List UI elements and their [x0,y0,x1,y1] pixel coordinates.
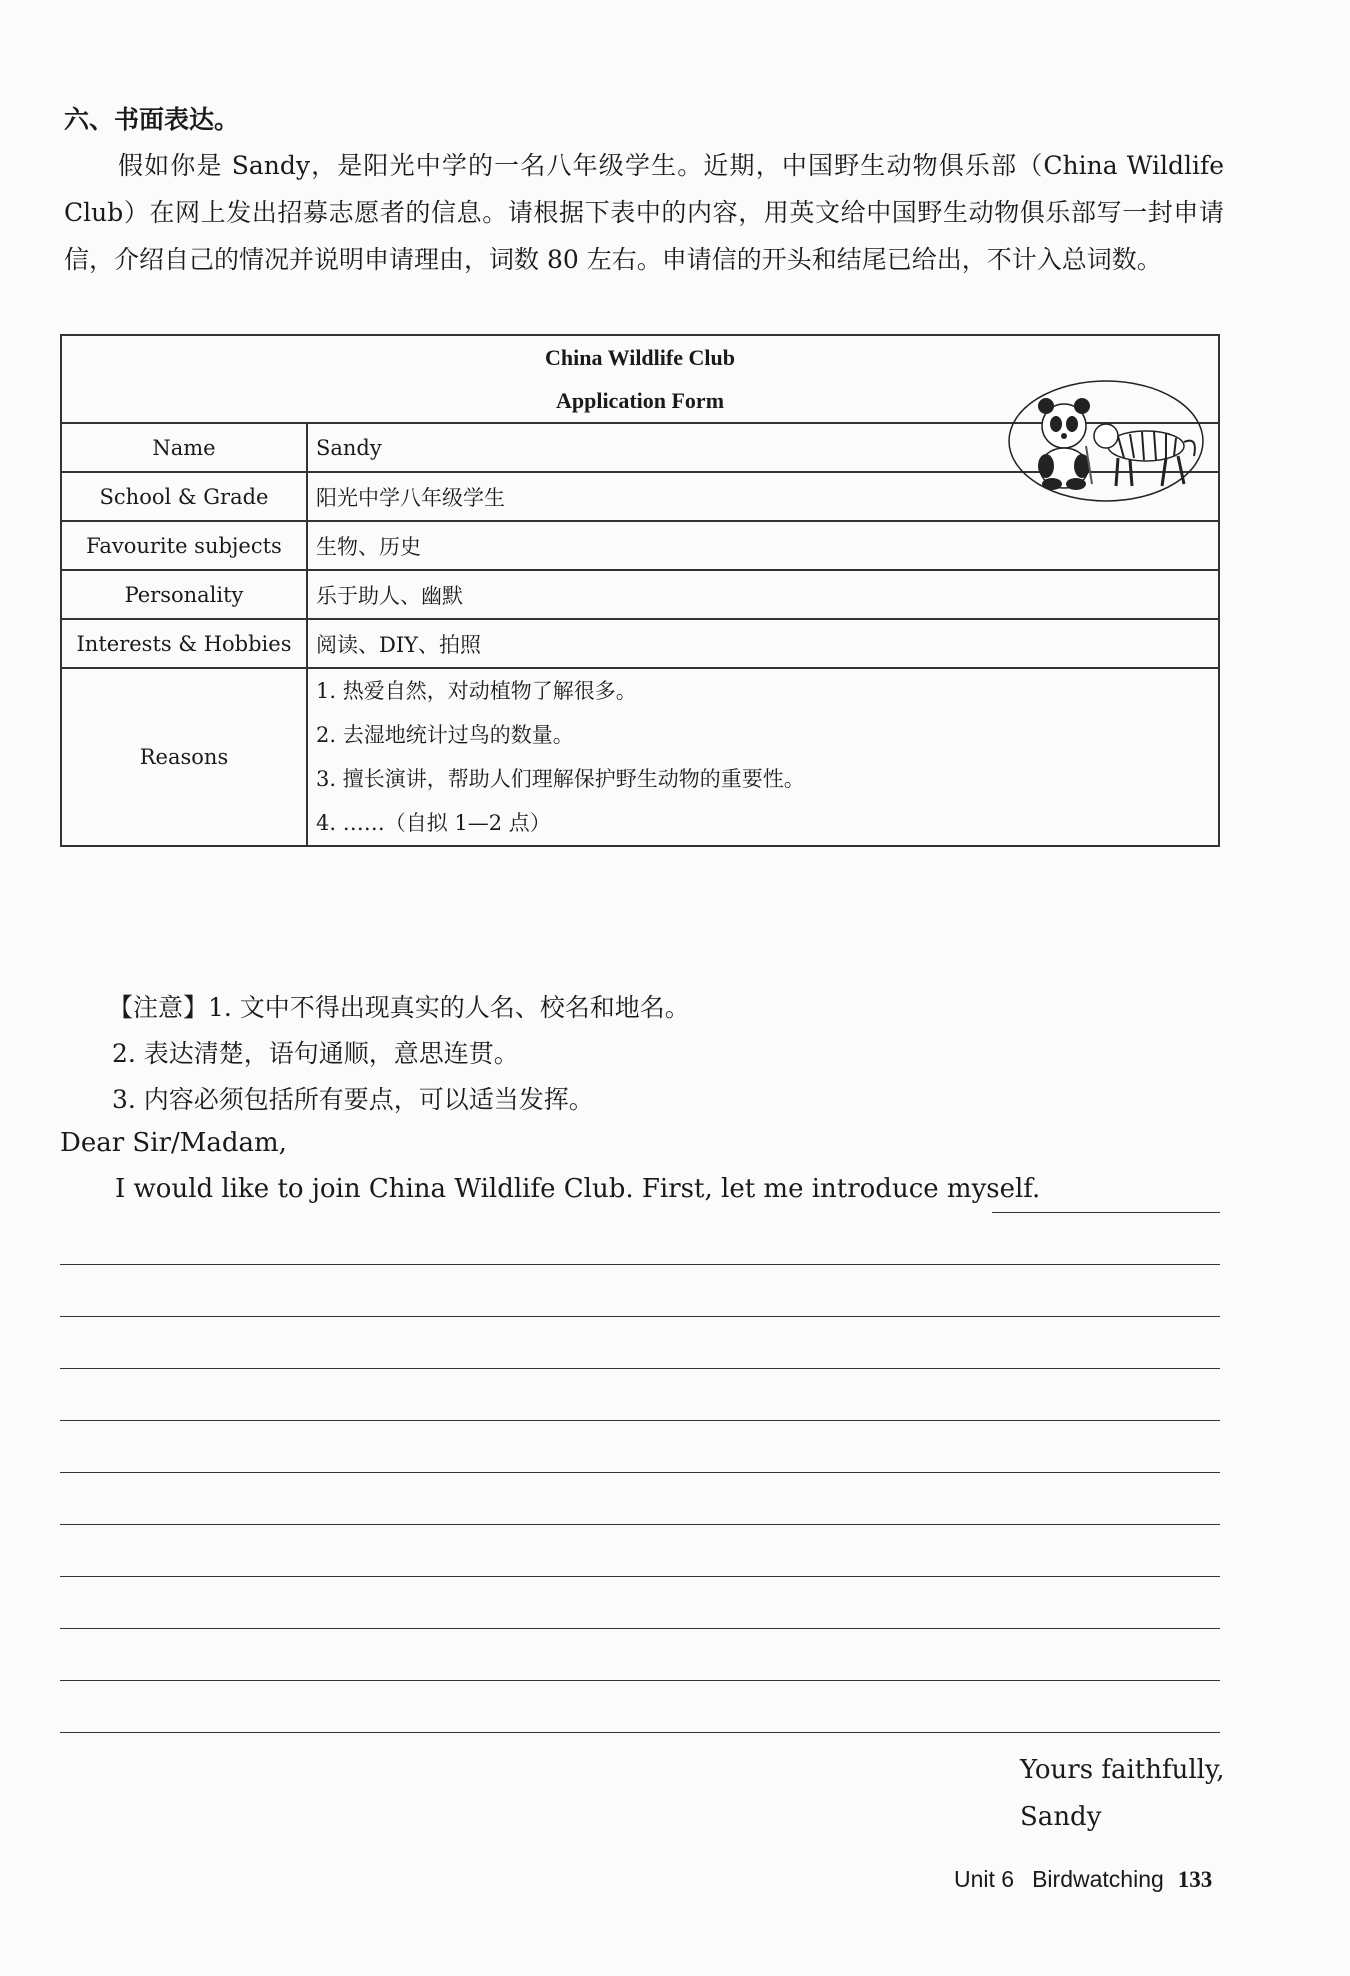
writing-line[interactable] [60,1732,1220,1733]
reasons-list [307,668,1219,846]
note-line: 【注意】1. 文中不得出现真实的人名、校名和地名。 [108,993,690,1022]
form-row-value: 乐于助人、幽默 [307,570,1219,619]
note-line: 3. 内容必须包括所有要点，可以适当发挥。 [112,1085,594,1114]
letter-closing: Yours faithfully, [1020,1755,1225,1785]
writing-line[interactable] [60,1264,1220,1265]
form-row-label: Interests & Hobbies [61,619,307,668]
letter-signature: Sandy [1020,1802,1102,1832]
form-row-label: Favourite subjects [61,521,307,570]
form-row [61,521,1219,570]
letter-opening: I would like to join China Wildlife Club. First, let me introduce myself. [115,1174,1041,1204]
writing-line[interactable] [60,1420,1220,1421]
section-heading: 六、书面表达。 [64,105,240,134]
writing-line[interactable] [60,1576,1220,1577]
reason-item: 3. 擅长演讲，帮助人们理解保护野生动物的重要性。 [316,767,805,791]
form-row-reasons [61,668,1219,846]
letter-greeting: Dear Sir/Madam, [60,1128,287,1158]
form-subtitle: Application Form [555,388,725,413]
reason-item: 2. 去湿地统计过鸟的数量。 [316,723,574,747]
form-row-value: 生物、历史 [307,521,1219,570]
page-number: 133 [1177,1867,1213,1892]
form-row-label: Name [61,423,307,472]
form-title: China Wildlife Club [545,345,735,370]
footer-unit: Unit 6 [954,1866,1015,1892]
reason-item: 4. ……（自拟 1—2 点） [316,811,551,835]
writing-line[interactable] [60,1680,1220,1681]
panda-tiger-emblem-icon [1006,376,1206,506]
page-footer [954,1866,1212,1893]
note-line: 2. 表达清楚，语句通顺，意思连贯。 [112,1039,519,1068]
form-row [61,619,1219,668]
form-row-value: 阅读、DIY、拍照 [307,619,1219,668]
form-header [61,335,1219,423]
writing-line[interactable] [60,1316,1220,1317]
writing-line[interactable] [60,1472,1220,1473]
reasons-label: Reasons [61,668,307,846]
task-instructions: 假如你是 Sandy，是阳光中学的一名八年级学生。近期，中国野生动物俱乐部（China Wildlife Club）在网上发出招募志愿者的信息。请根据下表中的内容，用英文给中国野生动物俱乐部写一封申请信，介绍自己的情况并说明申请理由，词数 80 左右。申请信的开头和结尾已给出，不计入总词数。 [64,151,1224,274]
form-row [61,570,1219,619]
form-row-value: 阳光中学八年级学生 [307,472,1219,521]
reason-item: 1. 热爱自然，对动植物了解很多。 [316,679,637,703]
application-form-table [60,334,1220,847]
writing-line[interactable] [60,1368,1220,1369]
form-row-label: School & Grade [61,472,307,521]
writing-line[interactable] [60,1628,1220,1629]
writing-line[interactable] [60,1524,1220,1525]
writing-blank[interactable] [992,1212,1220,1213]
footer-topic: Birdwatching [1032,1866,1164,1892]
form-row-label: Personality [61,570,307,619]
form-row-value: Sandy [307,423,1219,472]
